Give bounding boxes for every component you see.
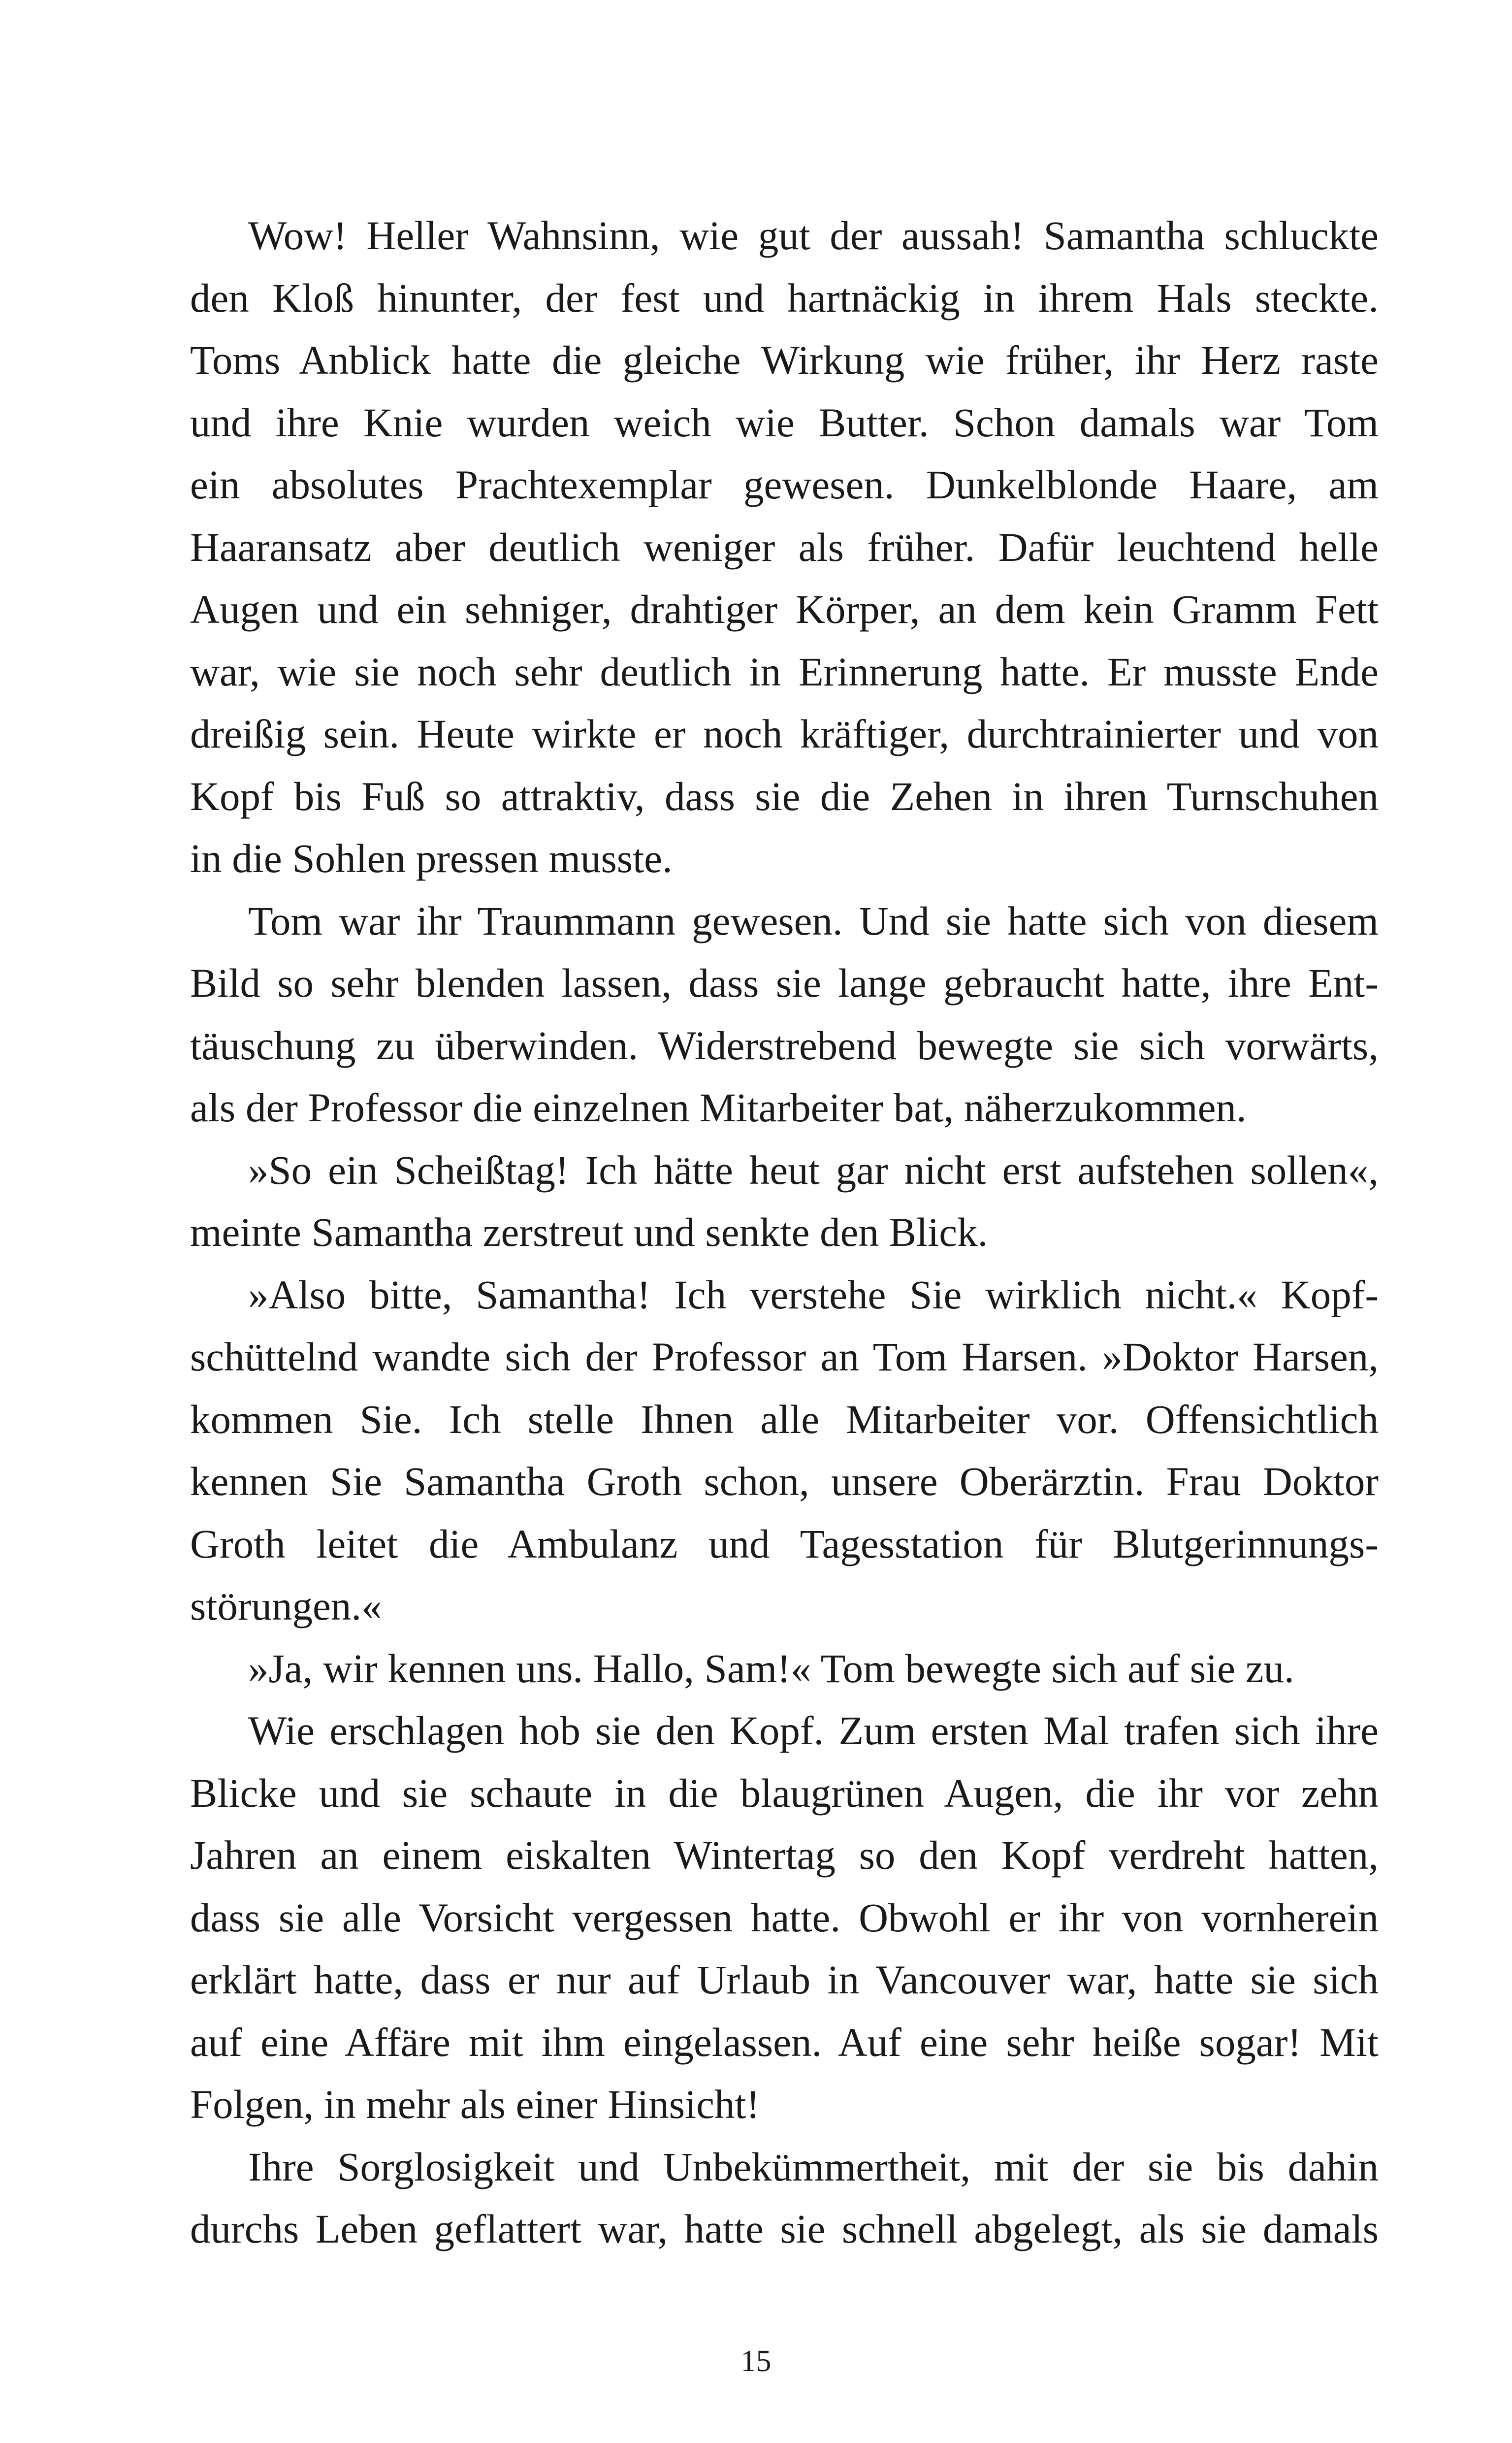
text-line: erklärt hatte, dass er nur auf Urlaub in Vancouver war, hatte sie sich [190,1957,1379,2002]
text-line: Groth leitet die Ambulanz und Tagesstation für Blutgerinnungs- [190,1521,1379,1566]
text-line: kommen Sie. Ich stelle Ihnen alle Mitarbeiter vor. Offensichtlich [190,1396,1379,1442]
text-line: Kopf bis Fuß so attraktiv, dass sie die Zehen in ihren Turnschuhen [190,773,1379,819]
text-line: »Also bitte, Samantha! Ich verstehe Sie wirklich nicht.« Kopf- [248,1271,1379,1317]
text-line: Tom war ihr Traummann gewesen. Und sie hatte sich von diesem [248,898,1379,944]
text-line: war, wie sie noch sehr deutlich in Erinnerung hatte. Er musste Ende [190,649,1379,694]
text-line: Bild so sehr blenden lassen, dass sie lange gebraucht hatte, ihre Ent- [190,960,1379,1006]
text-line: Wie erschlagen hob sie den Kopf. Zum ersten Mal trafen sich ihre [248,1708,1379,1753]
text-line: den Kloß hinunter, der fest und hartnäckig in ihrem Hals steckte. [190,275,1379,321]
text-line: dreißig sein. Heute wirkte er noch kräftiger, durchtrainierter und von [190,711,1379,756]
text-line: täuschung zu überwinden. Widerstrebend bewegte sie sich vorwärts, [190,1022,1379,1068]
text-line: »Ja, wir kennen uns. Hallo, Sam!« Tom bewegte sich auf sie zu. [248,1645,1294,1691]
text-line: Toms Anblick hatte die gleiche Wirkung wie früher, ihr Herz raste [190,337,1379,383]
page-number: 15 [740,2345,772,2378]
text-line: Ihre Sorglosigkeit und Unbekümmertheit, mit der sie bis dahin [248,2144,1379,2189]
text-line: Haaransatz aber deutlich weniger als früher. Dafür leuchtend helle [190,524,1379,570]
text-line: störungen.« [190,1583,382,1629]
text-line: und ihre Knie wurden weich wie Butter. Schon damals war Tom [190,399,1379,445]
text-line: »So ein Scheißtag! Ich hätte heut gar nicht erst aufstehen sollen«, [248,1147,1379,1193]
text-line: Augen und ein sehniger, drahtiger Körper, an dem kein Gramm Fett [190,586,1379,632]
text-line: durchs Leben geflattert war, hatte sie schnell abgelegt, als sie damals [190,2206,1379,2251]
text-line: Blicke und sie schaute in die blaugrünen Augen, die ihr vor zehn [190,1770,1379,1816]
text-line: meinte Samantha zerstreut und senkte den Blick. [190,1209,988,1255]
text-line: kennen Sie Samantha Groth schon, unsere Oberärztin. Frau Doktor [190,1459,1379,1504]
text-line: Jahren an einem eiskalten Wintertag so den Kopf verdreht hatten, [190,1832,1379,1878]
text-line: in die Sohlen pressen musste. [190,836,673,881]
text-line: dass sie alle Vorsicht vergessen hatte. Obwohl er ihr von vornherein [190,1894,1379,1940]
body-text [190,204,1379,2260]
text-line: ein absolutes Prachtexemplar gewesen. Dunkelblonde Haare, am [190,462,1379,507]
text-line: als der Professor die einzelnen Mitarbeiter bat, näherzukommen. [190,1085,1247,1130]
text-line: auf eine Affäre mit ihm eingelassen. Auf eine sehr heiße sogar! Mit [190,2019,1379,2065]
text-line: schüttelnd wandte sich der Professor an Tom Harsen. »Doktor Harsen, [190,1334,1379,1379]
text-line: Folgen, in mehr als einer Hinsicht! [190,2082,760,2127]
text-line: Wow! Heller Wahnsinn, wie gut der aussah! Samantha schluckte [248,213,1379,258]
